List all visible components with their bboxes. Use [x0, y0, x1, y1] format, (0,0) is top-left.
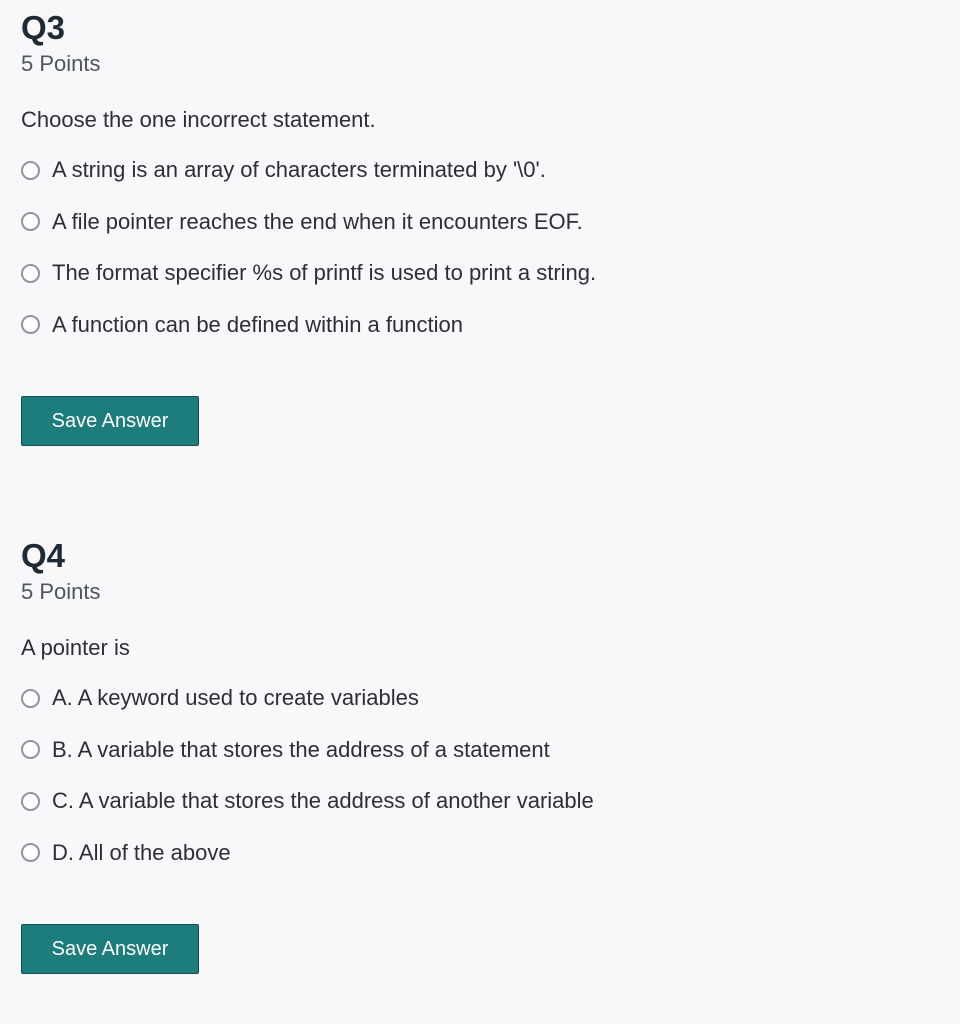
- answer-option[interactable]: [21, 684, 921, 712]
- answer-option-label: C. A variable that stores the address of another variable: [52, 788, 594, 813]
- question-points: 5 Points: [21, 579, 101, 604]
- question-prompt: Choose the one incorrect statement.: [21, 107, 376, 132]
- answer-option-label: D. All of the above: [52, 839, 231, 865]
- question-prompt: A pointer is: [21, 635, 130, 660]
- question-title: Q4: [21, 537, 66, 574]
- answer-option[interactable]: [21, 839, 921, 867]
- answer-option-label: A file pointer reaches the end when it encounters EOF.: [52, 208, 583, 234]
- save-answer-button[interactable]: Save Answer: [21, 396, 199, 446]
- question-q3: [21, 0, 921, 432]
- answer-options: [21, 684, 921, 867]
- question-points: 5 Points: [21, 51, 101, 76]
- radio-button[interactable]: [21, 212, 40, 231]
- answer-option[interactable]: [21, 156, 921, 184]
- radio-button[interactable]: [21, 315, 40, 334]
- answer-option[interactable]: [21, 259, 921, 287]
- radio-button[interactable]: [21, 689, 40, 708]
- radio-button[interactable]: [21, 161, 40, 180]
- answer-option-label: A function can be defined within a function: [52, 311, 463, 337]
- answer-option-label: A string is an array of characters terminated by '\0'.: [52, 157, 546, 182]
- radio-button[interactable]: [21, 740, 40, 759]
- answer-option-label: The format specifier %s of printf is used to print a string.: [52, 260, 597, 285]
- answer-option-label: A. A keyword used to create variables: [52, 685, 419, 710]
- save-answer-button[interactable]: Save Answer: [21, 924, 199, 974]
- question-title: Q3: [21, 9, 66, 46]
- answer-option[interactable]: [21, 208, 921, 236]
- question-q4: [21, 528, 921, 960]
- answer-option[interactable]: [21, 311, 921, 339]
- radio-button[interactable]: [21, 792, 40, 811]
- radio-button[interactable]: [21, 843, 40, 862]
- answer-option[interactable]: [21, 787, 921, 815]
- answer-options: [21, 156, 921, 339]
- answer-option-label: B. A variable that stores the address of a statement: [52, 736, 550, 762]
- radio-button[interactable]: [21, 264, 40, 283]
- answer-option[interactable]: [21, 736, 921, 764]
